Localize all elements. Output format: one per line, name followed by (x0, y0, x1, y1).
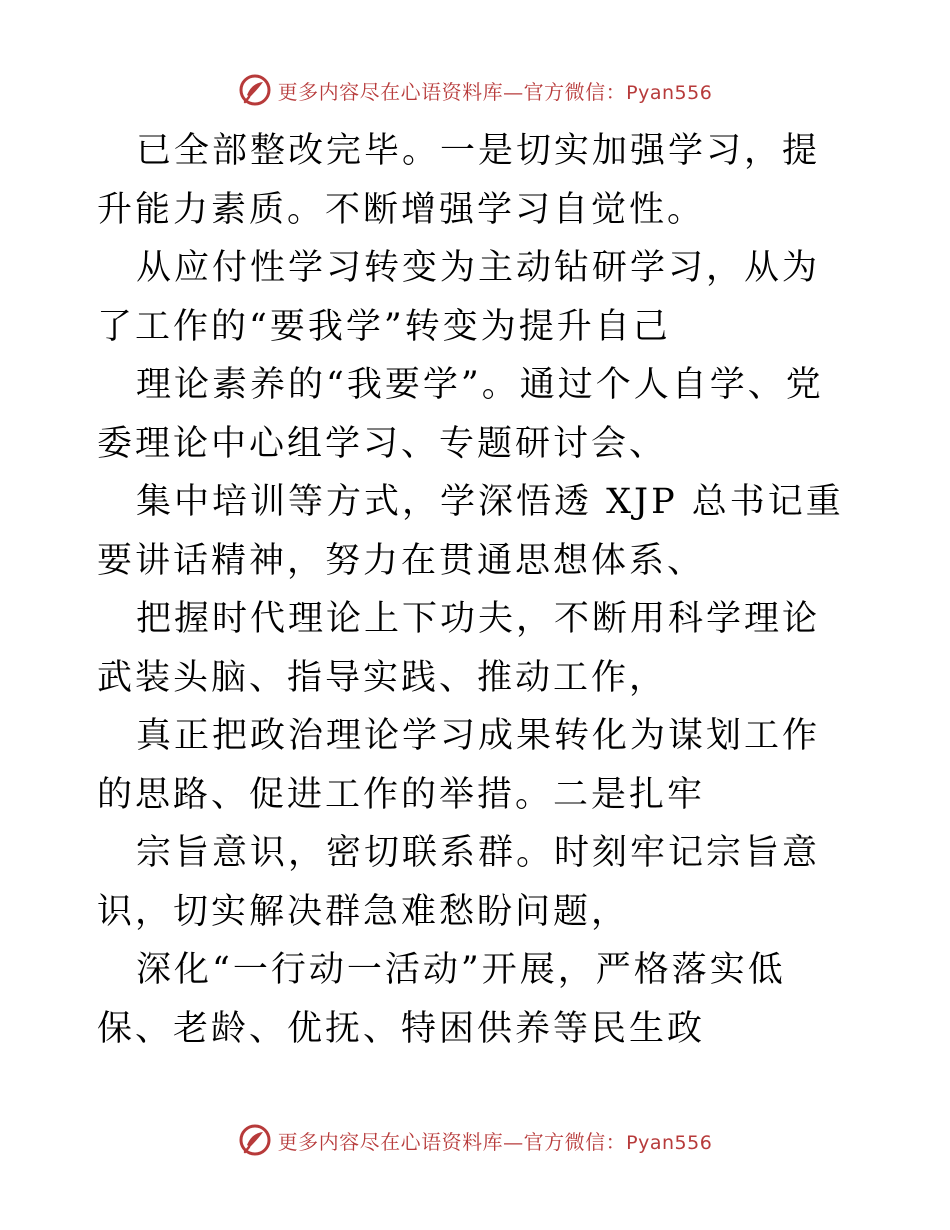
paragraph: 从应付性学习转变为主动钻研学习，从为了工作的“要我学”转变为提升自己 (97, 248, 821, 347)
paragraph: 宗旨意识，密切联系群。时刻牢记宗旨意识，切实解决群急难愁盼问题， (97, 833, 821, 932)
header-banner-text: 更多内容尽在心语资料库—官方微信：Pyan556 (277, 79, 713, 104)
paragraph: 理论素养的“我要学”。通过个人自学、党委理论中心组学习、专题研讨会、 (97, 365, 824, 464)
paragraph: 把握时代理论上下功夫，不断用科学理论武装头脑、指导实践、推动工作， (97, 599, 821, 698)
footer-banner-text: 更多内容尽在心语资料库—官方微信：Pyan556 (277, 1129, 713, 1154)
document-body (97, 122, 857, 1058)
footer-banner (0, 1120, 950, 1160)
paragraph: 集中培训等方式，学深悟透 XJP 总书记重要讲话精神，努力在贯通思想体系、 (97, 482, 844, 581)
paragraph: 已全部整改完毕。一是切实加强学习，提升能力素质。不断增强学习自觉性。 (97, 131, 821, 230)
header-banner (0, 70, 950, 110)
paragraph: 真正把政治理论学习成果转化为谋划工作的思路、促进工作的举措。二是扎牢 (97, 716, 821, 815)
paragraph: 深化“一行动一活动”开展，严格落实低保、老龄、优抚、特困供养等民生政 (97, 950, 786, 1049)
brand-logo-icon (238, 1123, 272, 1157)
brand-logo-icon (238, 73, 272, 107)
